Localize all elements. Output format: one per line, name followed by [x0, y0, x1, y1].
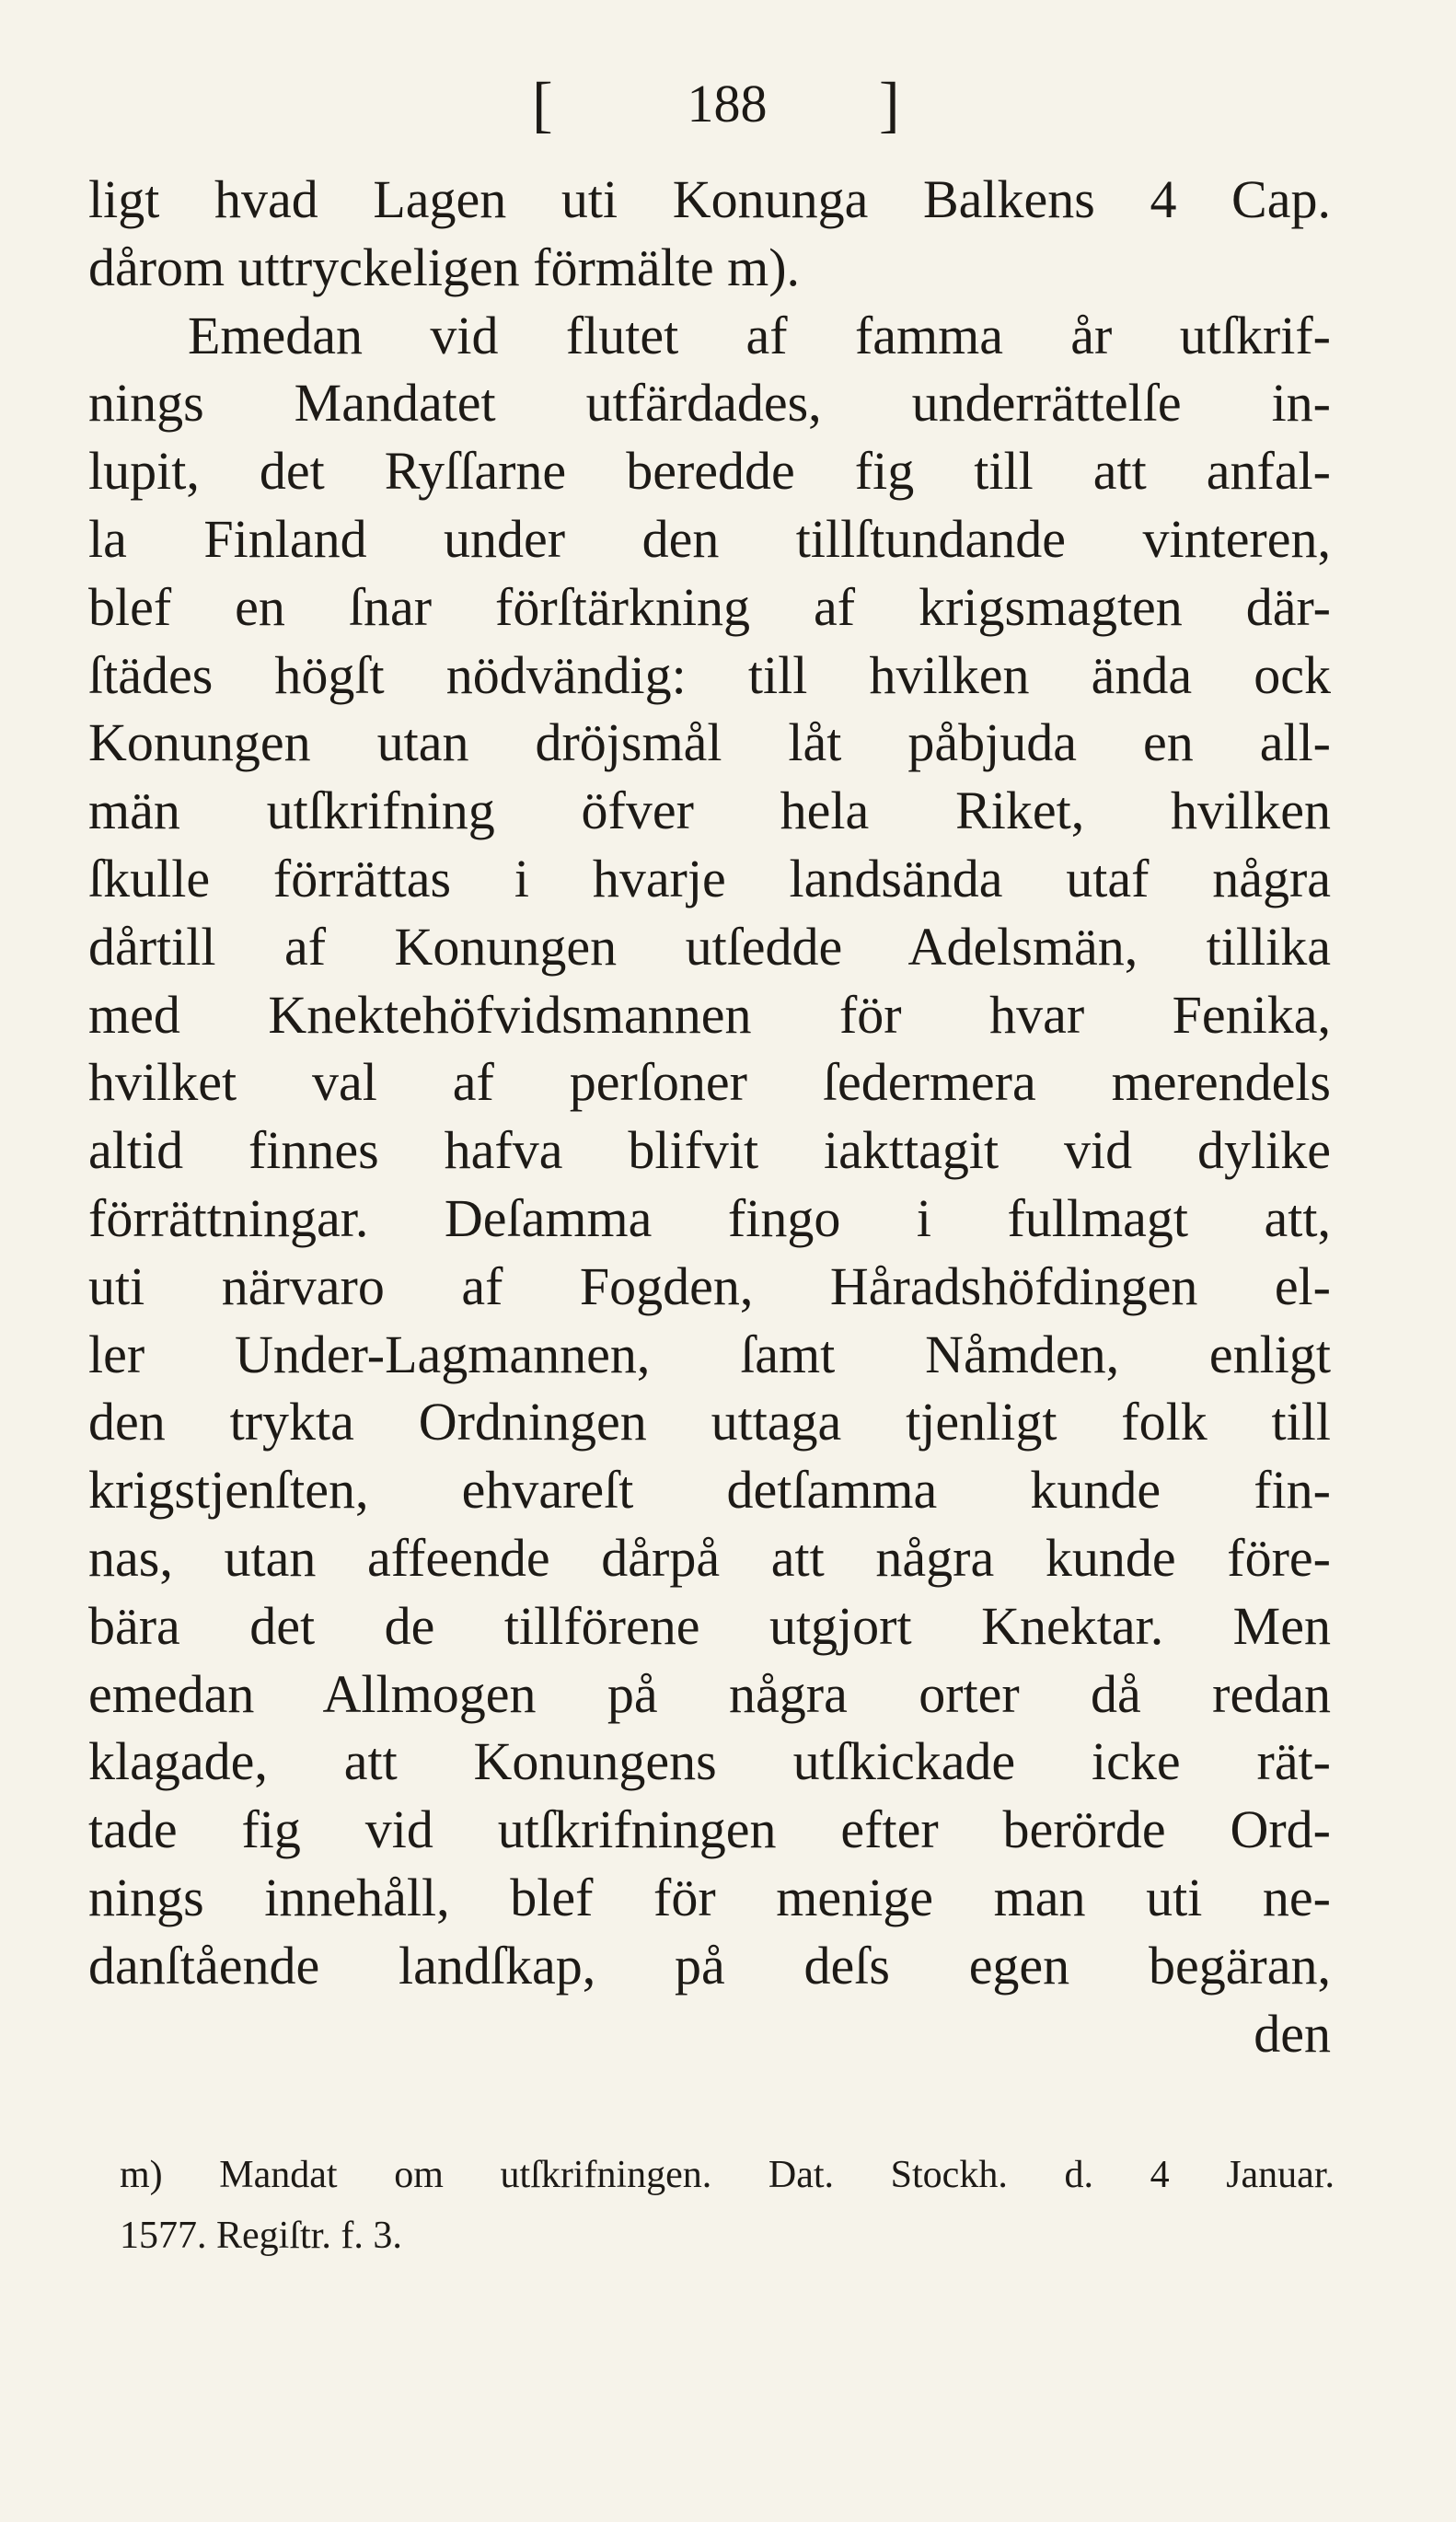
footnote: [120, 2145, 1335, 2266]
text-line: uti närvaro af Fogden, Håradshöfdingen el-: [88, 1255, 1331, 1316]
text-line: tade fig vid utſkrifningen efter berörde Ord-: [88, 1799, 1331, 1860]
text-line: förrättningar. Deſamma fingo i fullmagt att,: [88, 1187, 1331, 1248]
text-line: Konungen utan dröjsmål låt påbjuda en all-: [88, 712, 1331, 773]
text-line: ler Under-Lagmannen, ſamt Nåmden, enligt: [88, 1324, 1331, 1384]
text-line: Emedan vid flutet af famma år utſkrif-: [188, 305, 1331, 365]
text-line: hvilket val af perſoner ſedermera merendels: [88, 1052, 1331, 1113]
text-line: ſkulle förrättas i hvarje landsända utaf några: [88, 848, 1331, 908]
text-line: ſtädes högſt nödvändig: till hvilken ända ock: [88, 644, 1331, 705]
text-line: krigstjenſten, ehvareſt detſamma kunde fin-: [88, 1460, 1331, 1521]
text-line: la Finland under den tillſtundande vinteren,: [88, 508, 1331, 569]
text-line: klagade, att Konungens utſkickade icke rät-: [88, 1731, 1331, 1792]
text-line: dårtill af Konungen utſedde Adelsmän, tillika: [88, 916, 1331, 977]
footnote-line: m) Mandat om utſkrifningen. Dat. Stockh. d. 4 Januar.: [120, 2154, 1335, 2196]
body-text: [88, 166, 1331, 2067]
right-bracket: ]: [879, 69, 900, 139]
page-number: 188: [687, 74, 768, 133]
page-header: [0, 63, 1456, 145]
text-line: nings innehåll, blef för menige man uti ne-: [88, 1867, 1331, 1927]
text-line: ligt hvad Lagen uti Konunga Balkens 4 Cap.: [88, 169, 1331, 229]
text-line: blef en ſnar förſtärkning af krigsmagten där-: [88, 576, 1331, 637]
left-bracket: [: [532, 69, 553, 139]
text-line: altid finnes hafva blifvit iakttagit vid dylike: [88, 1120, 1331, 1181]
text-line: bära det de tillförene utgjort Knektar. Men: [88, 1595, 1331, 1656]
text-line: nas, utan affeende dårpå att några kunde före-: [88, 1527, 1331, 1588]
catchword: den: [1254, 2003, 1331, 2064]
text-line: den trykta Ordningen uttaga tjenligt folk till: [88, 1392, 1331, 1452]
text-line: danſtående landſkap, på deſs egen begäran,: [88, 1935, 1331, 1996]
text-line: emedan Allmogen på några orter då redan: [88, 1663, 1331, 1724]
text-line: dårom uttryckeligen förmälte m).: [88, 237, 801, 297]
text-line: lupit, det Ryſſarne beredde fig till att anfal-: [88, 441, 1331, 502]
text-line: män utſkrifning öfver hela Riket, hvilken: [88, 781, 1331, 841]
text-line: med Knektehöfvidsmannen för hvar Fenika,: [88, 984, 1331, 1045]
text-line: nings Mandatet utfärdades, underrättelſe in-: [88, 373, 1331, 434]
footnote-line: 1577. Regiſtr. f. 3.: [120, 2215, 402, 2257]
